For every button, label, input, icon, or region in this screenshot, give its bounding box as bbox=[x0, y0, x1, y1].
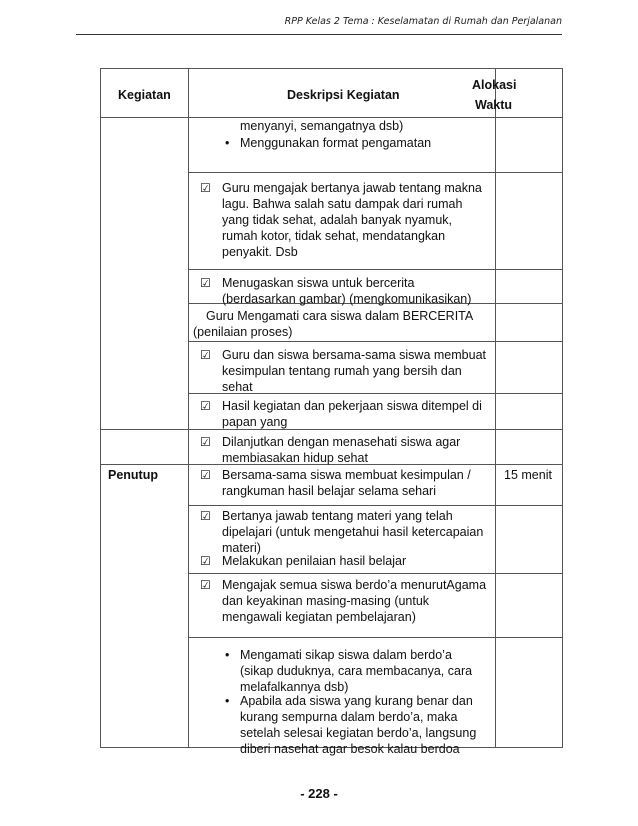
col-header-alokasi: Alokasi bbox=[472, 78, 517, 92]
row1-text: menyanyi, semangatnya dsb) bbox=[240, 119, 404, 133]
col-header-kegiatan: Kegiatan bbox=[118, 88, 171, 102]
row4-line1: Guru Mengamati cara siswa dalam BERCERITA bbox=[206, 309, 474, 323]
row-divider bbox=[188, 269, 562, 270]
row-divider bbox=[188, 573, 562, 574]
bullet-icon: • bbox=[225, 694, 230, 708]
col-divider-1 bbox=[188, 69, 189, 747]
row-divider bbox=[188, 505, 562, 506]
header-rule bbox=[76, 34, 562, 35]
col-header-waktu: Waktu bbox=[475, 98, 513, 112]
list-item: • Mengamati sikap siswa dalam berdo’a (sikap duduknya, cara membacanya, cara melafalkannya dsb) bbox=[225, 648, 473, 694]
checkbox-icon: ☑ bbox=[200, 348, 211, 362]
list-item: ☑ Mengajak semua siswa berdo’a menurutAgama dan keyakinan masing-masing (untuk mengawali kegiatan pembelajaran) bbox=[200, 578, 487, 624]
col-header-deskripsi: Deskripsi Kegiatan bbox=[287, 88, 400, 102]
running-header: RPP Kelas 2 Tema : Keselamatan di Rumah dan Perjalanan bbox=[284, 16, 562, 27]
checkbox-icon: ☑ bbox=[200, 276, 211, 290]
list-item: • Apabila ada siswa yang kurang benar dan kurang sempurna dalam berdo’a, maka setelah selesai kegiatan berdo’a, langsung diberi nasehat agar besok kalau berdoa bbox=[225, 694, 477, 756]
alokasi-waktu: 15 menit bbox=[504, 468, 552, 482]
list-item: ☑ Guru mengajak bertanya jawab tentang makna lagu. Bahwa salah satu dampak dari rumah yang tidak sehat, adalah banyak nyamuk, rumah kotor, tidak sehat, mendatangkan penyakit. Dsb bbox=[200, 181, 482, 259]
checkbox-icon: ☑ bbox=[200, 399, 211, 413]
list-item: ☑ Hasil kegiatan dan pekerjaan siswa ditempel di papan yang bbox=[200, 399, 482, 429]
row-divider bbox=[188, 341, 562, 342]
list-item: • Menggunakan format pengamatan bbox=[225, 136, 432, 150]
row-divider bbox=[188, 172, 562, 173]
checkbox-icon: ☑ bbox=[200, 509, 211, 523]
checkbox-icon: ☑ bbox=[200, 468, 211, 482]
list-item: ☑ Bertanya jawab tentang materi yang telah dipelajari (untuk mengetahui hasil ketercapaian materi) bbox=[200, 509, 484, 555]
row4-line2: (penilaian proses) bbox=[193, 325, 293, 339]
section-penutup: Penutup bbox=[108, 468, 158, 482]
page-number: - 228 - bbox=[300, 786, 338, 801]
list-item: ☑ Guru dan siswa bersama-sama siswa membuat kesimpulan tentang rumah yang bersih dan sehat bbox=[200, 348, 486, 394]
checkbox-icon: ☑ bbox=[200, 435, 211, 449]
checkbox-icon: ☑ bbox=[200, 554, 211, 568]
row-divider bbox=[188, 637, 562, 638]
checkbox-icon: ☑ bbox=[200, 181, 211, 195]
list-item: ☑ Bersama-sama siswa membuat kesimpulan / rangkuman hasil belajar selama sehari bbox=[200, 468, 471, 498]
checkbox-icon: ☑ bbox=[200, 578, 211, 592]
list-item: ☑ Dilanjutkan dengan menasehati siswa agar membiasakan hidup sehat bbox=[200, 435, 461, 465]
bullet-icon: • bbox=[225, 136, 230, 150]
list-item: ☑ Menugaskan siswa untuk bercerita (berdasarkan gambar) (mengkomunikasikan) bbox=[200, 276, 472, 306]
bullet-icon: • bbox=[225, 648, 230, 662]
list-item: ☑ Melakukan penilaian hasil belajar bbox=[200, 554, 407, 568]
